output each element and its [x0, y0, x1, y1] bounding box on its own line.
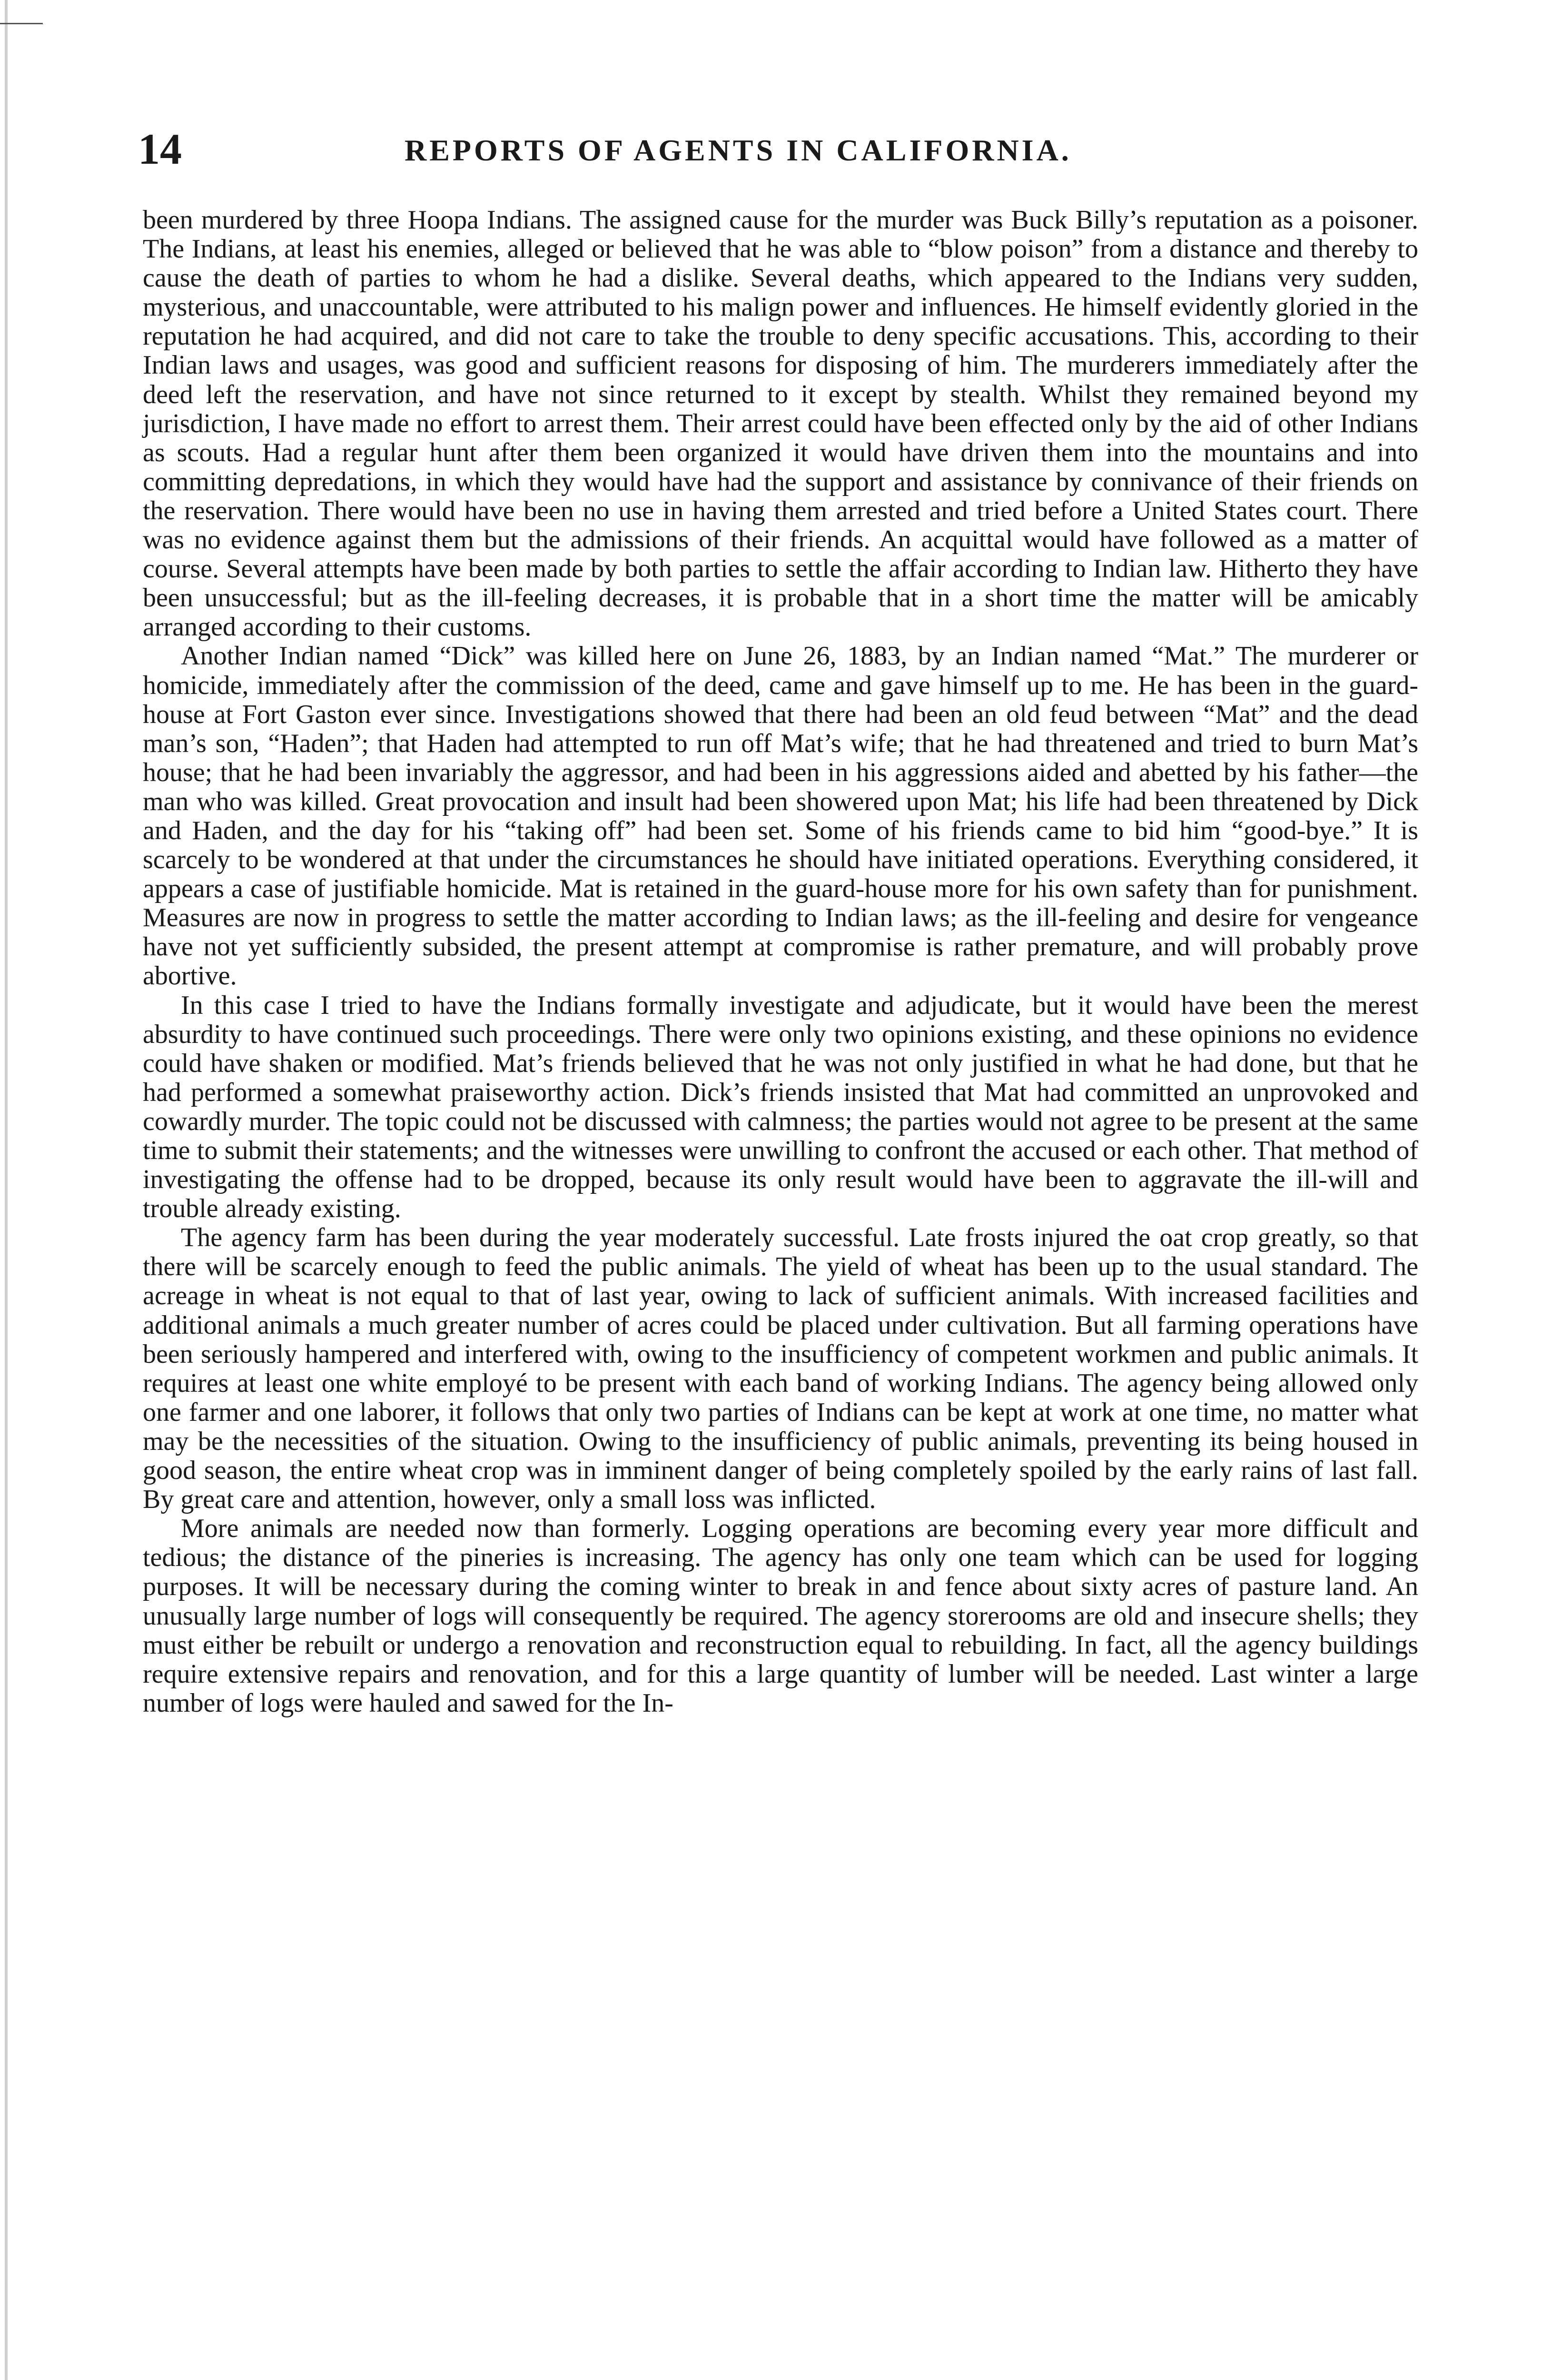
paragraph-investigation: In this case I tried to have the Indians formally investigate and adjudicate, but it would have been the merest absurdity to have continued such proceedings. There were only two opinions existing, and these opinions no evidence could have shaken or modified. Mat’s friends believed that he was not only justified in what he had done, but that he had performed a somewhat praiseworthy action. Dick’s friends insisted that Mat had committed an unprovoked and cowardly murder. The topic could not be discussed with calmness; the parties would not agree to be present at the same time to submit their statements; and the witnesses were unwilling to confront the accused or each other. That method of investigating the offense had to be dropped, because its only result would have been to aggravate the ill-will and trouble already existing. — [143, 990, 1418, 1224]
page-number: 14 — [138, 125, 182, 173]
page-corner-mark — [0, 23, 43, 24]
body-text — [143, 206, 1418, 1718]
page-edge-shadow — [5, 0, 8, 2380]
running-head: REPORTS OF AGENTS IN CALIFORNIA. — [405, 133, 1072, 167]
paragraph-continuation: been murdered by three Hoopa Indians. The assigned cause for the murder was Buck Billy’s reputation as a poisoner. The Indians, at least his enemies, alleged or believed that he was able to “blow poison” from a distance and thereby to cause the death of parties to whom he had a dislike. Several deaths, which appeared to the Indians very sudden, mysterious, and unaccountable, were attributed to his malign power and influences. He himself evidently gloried in the reputation he had acquired, and did not care to take the trouble to deny specific accusations. This, according to their Indian laws and usages, was good and sufficient reasons for disposing of him. The murderers immediately after the deed left the reservation, and have not since returned to it except by stealth. Whilst they remained beyond my jurisdiction, I have made no effort to arrest them. Their arrest could have been effected only by the aid of other Indians as scouts. Had a regular hunt after them been organized it would have driven them into the mountains and into committing depredations, in which they would have had the support and assistance by connivance of their friends on the reservation. There would have been no use in having them arrested and tried before a United States court. There was no evidence against them but the admissions of their friends. An acquittal would have followed as a matter of course. Several attempts have been made by both parties to settle the affair according to Indian law. Hitherto they have been unsuccessful; but as the ill-feeling decreases, it is probable that in a short time the matter will be amicably arranged according to their customs. — [143, 205, 1418, 642]
paragraph-dick-homicide: Another Indian named “Dick” was killed here on June 26, 1883, by an Indian named “Mat.” The murderer or homicide, immediately after the commission of the deed, came and gave himself up to me. He has been in the guard-house at Fort Gaston ever since. Investigations showed that there had been an old feud between “Mat” and the dead man’s son, “Haden”; that Haden had attempted to run off Mat’s wife; that he had threatened and tried to burn Mat’s house; that he had been invariably the aggressor, and had been in his aggressions aided and abetted by his father—the man who was killed. Great provocation and insult had been showered upon Mat; his life had been threatened by Dick and Haden, and the day for his “taking off” had been set. Some of his friends came to bid him “good-bye.” It is scarcely to be wondered at that under the circumstances he should have initiated operations. Everything considered, it appears a case of justifiable homicide. Mat is retained in the guard-house more for his own safety than for punishment. Measures are now in progress to settle the matter according to Indian laws; as the ill-feeling and desire for vengeance have not yet sufficiently subsided, the present attempt at compromise is rather premature, and will probably prove abortive. — [143, 641, 1418, 991]
paragraph-agency-farm: The agency farm has been during the year moderately successful. Late frosts injured the oat crop greatly, so that there will be scarcely enough to feed the public animals. The yield of wheat has been up to the usual standard. The acreage in wheat is not equal to that of last year, owing to lack of sufficient animals. With increased facilities and additional animals a much greater number of acres could be placed under cultivation. But all farming operations have been seriously hampered and interfered with, owing to the insufficiency of competent workmen and public animals. It requires at least one white employé to be present with each band of working Indians. The agency being allowed only one farmer and one laborer, it follows that only two parties of Indians can be kept at work at one time, no matter what may be the necessities of the situation. Owing to the insufficiency of public animals, preventing its being housed in good season, the entire wheat crop was in imminent danger of being completely spoiled by the early rains of last fall. By great care and attention, however, only a small loss was inflicted. — [143, 1223, 1418, 1515]
paragraph-animals-logging: More animals are needed now than formerly. Logging operations are becoming every year more difficult and tedious; the distance of the pineries is increasing. The agency has only one team which can be used for logging purposes. It will be necessary during the coming winter to break in and fence about sixty acres of pasture land. An unusually large number of logs will consequently be required. The agency storerooms are old and insecure shells; they must either be rebuilt or undergo a renovation and reconstruction equal to rebuilding. In fact, all the agency buildings require extensive repairs and renovation, and for this a large quantity of lumber will be needed. Last winter a large number of logs were hauled and sawed for the In- — [143, 1514, 1418, 1718]
page-header — [138, 123, 1423, 175]
